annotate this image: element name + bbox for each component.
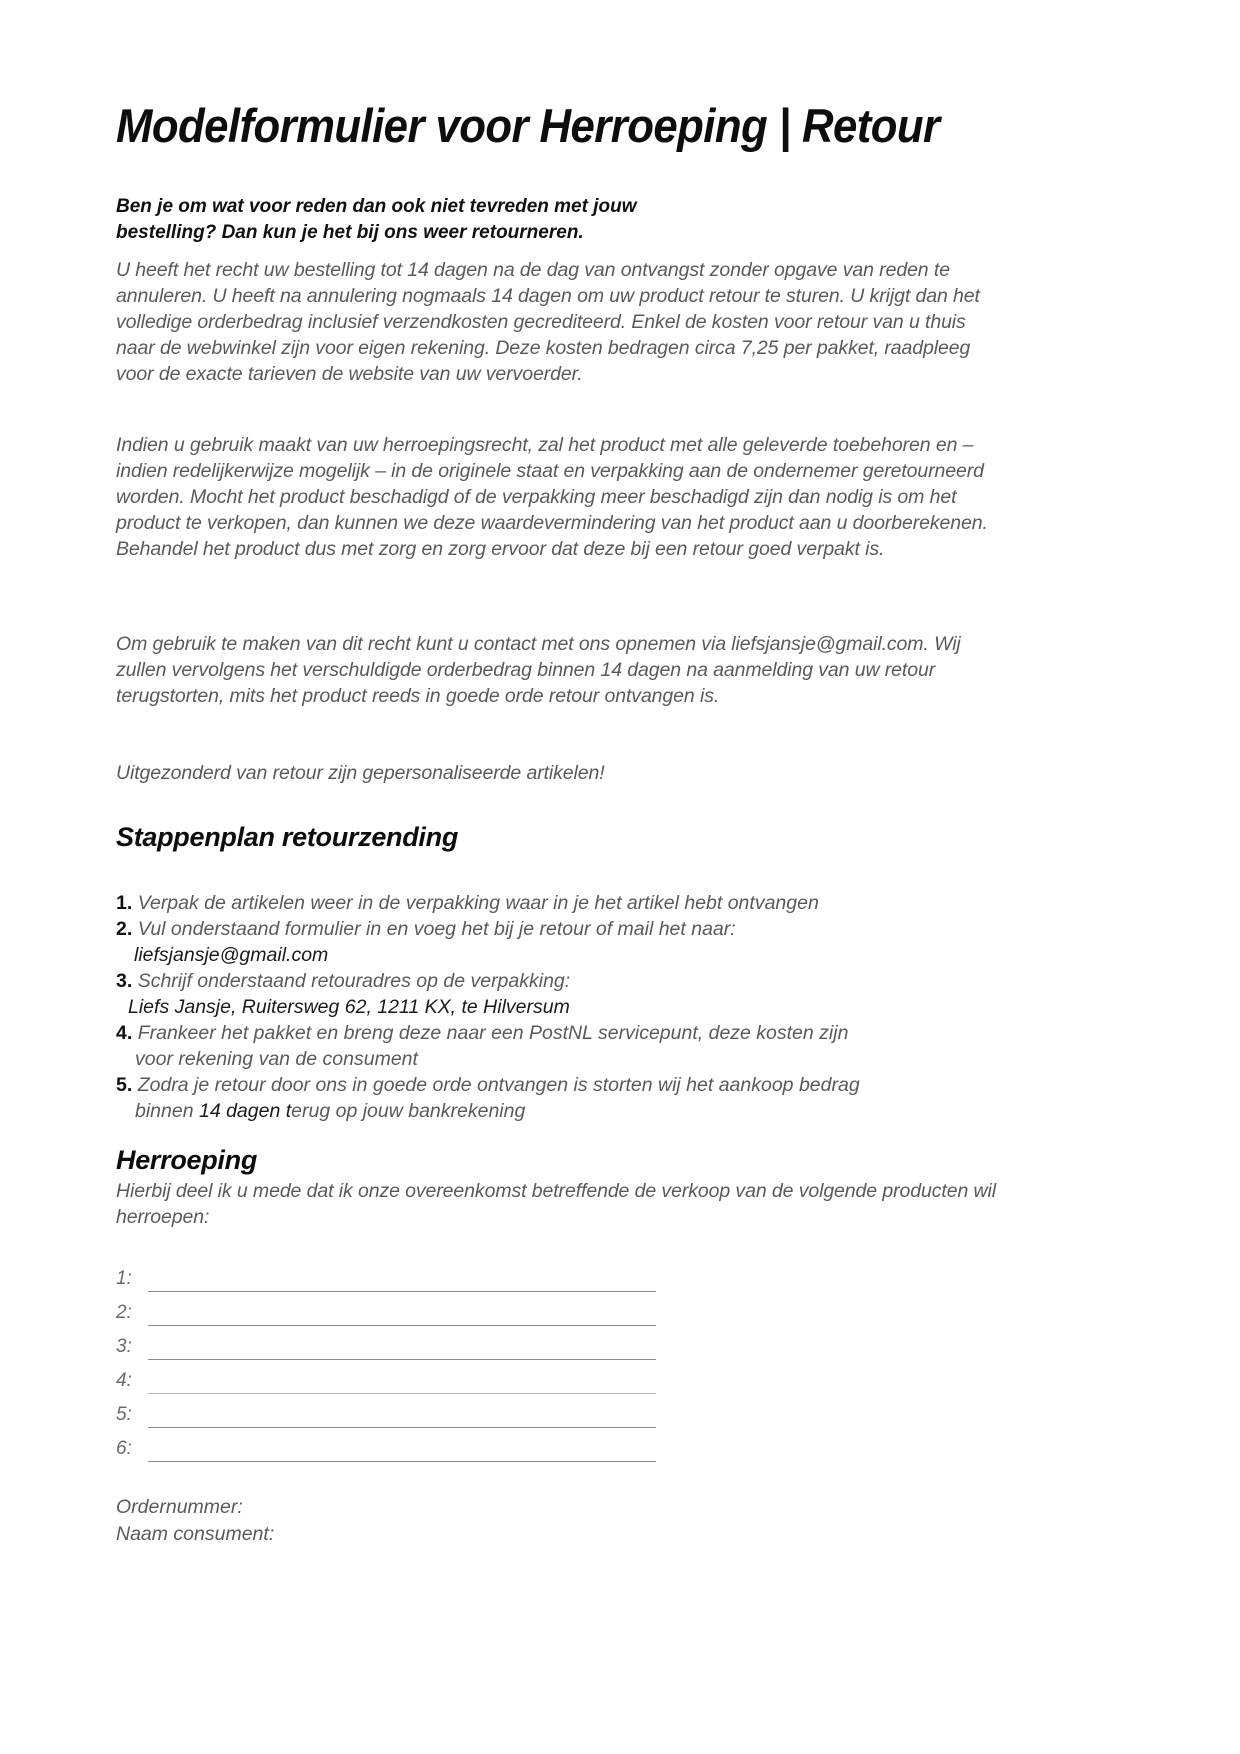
product-line-field[interactable] [148,1393,656,1394]
product-line [116,1262,656,1296]
intro-text: Ben je om wat voor reden dan ook niet tevreden met jouw bestelling? Dan kun je het bij ons weer retourneren. [116,196,637,243]
step-text: Frankeer het pakket en breng deze naar een PostNL servicepunt, deze kosten zijn [137,1022,849,1044]
product-line [116,1296,656,1330]
step-number: 5. [116,1074,133,1096]
step-text: Verpak de artikelen weer in de verpakking waar in je het artikel hebt ontvangen [137,892,819,914]
step-number: 4. [116,1022,133,1044]
step-text: Zodra je retour door ons in goede orde ontvangen is storten wij het aankoop bedrag [137,1074,860,1096]
steps-heading: Stappenplan retourzending [116,822,459,852]
email-link[interactable]: liefsjansje@gmail.com [134,944,329,966]
step-item [116,1072,1016,1124]
paragraph-contact: Om gebruik te maken van dit recht kunt u contact met ons opnemen via liefsjansje@gmail.com. Wij zullen vervolgens het verschuldigde orderbedrag binnen 14 dagen na aanmelding van uw retour terugstorten, mits het product reeds in goede orde retour ontvangen is. [116,633,961,707]
product-line [116,1398,656,1432]
product-line-label: 1: [116,1268,132,1289]
consumer-name-label: Naam consument: [116,1523,275,1545]
paragraph-exclusions: Uitgezonderd van retour zijn gepersonaliseerde artikelen! [116,762,605,784]
consumer-fields [116,1494,274,1548]
step-number: 1. [116,892,133,914]
step-number: 2. [116,918,133,940]
step-text-pre: binnen [135,1100,199,1122]
product-line [116,1330,656,1364]
step-item [116,968,1016,1020]
step-item [116,890,1016,916]
product-line-label: 5: [116,1404,132,1425]
step-text-continued [116,1098,1016,1124]
step-item [116,916,1016,968]
withdrawal-text: Hierbij deel ik u mede dat ik onze overeenkomst betreffende de verkoop van de volgende producten wil herroepen: [116,1180,996,1228]
product-line [116,1364,656,1398]
product-lines [116,1262,656,1466]
product-line-field[interactable] [148,1427,656,1428]
product-line-label: 3: [116,1336,132,1357]
step-text-continued: voor rekening van de consument [135,1048,418,1070]
steps-list [116,890,1016,1124]
withdrawal-heading: Herroeping [116,1145,258,1175]
product-line-field[interactable] [148,1461,656,1462]
product-line [116,1432,656,1466]
order-number-label: Ordernummer: [116,1496,243,1518]
paragraph-right-to-cancel: U heeft het recht uw bestelling tot 14 dagen na de dag van ontvangst zonder opgave van reden te annuleren. U heeft na annulering nogmaals 14 dagen om uw product retour te sturen. U krijgt dan het volledige orderbedrag inclusief verzendkosten gecrediteerd. Enkel de kosten voor retour van u thuis naar de webwinkel zijn voor eigen rekening. Deze kosten bedragen circa 7,25 per pakket, raadpleeg voor de exacte tarieven de website van uw vervoerder. [116,259,980,385]
step-text-post: erug op jouw bankrekening [291,1100,526,1122]
paragraph-condition: Indien u gebruik maakt van uw herroepingsrecht, zal het product met alle geleverde toebehoren en – indien redelijkerwijze mogelijk – in de originele staat en verpakking aan de ondernemer geretourneerd worden. Mocht het product beschadigd of de verpakking meer beschadigd zijn dan nodig is om het product te verkopen, dan kunnen we deze waardevermindering van het product aan u doorberekenen. Behandel het product dus met zorg en zorg ervoor dat deze bij een retour goed verpakt is. [116,434,988,560]
product-line-field[interactable] [148,1325,656,1326]
step-item [116,1020,1016,1072]
step-text-emphasis: 14 dagen t [198,1100,292,1122]
product-line-label: 4: [116,1370,132,1391]
product-line-label: 2: [116,1302,132,1323]
step-text: Vul onderstaand formulier in en voeg het bij je retour of mail het naar: [137,918,736,940]
step-text: Schrijf onderstaand retouradres op de verpakking: [137,970,571,992]
step-number: 3. [116,970,133,992]
product-line-label: 6: [116,1438,132,1459]
page-title: Modelformulier voor Herroeping | Retour [116,99,940,152]
product-line-field[interactable] [148,1291,656,1292]
return-address: Liefs Jansje, Ruitersweg 62, 1211 KX, te Hilversum [128,996,570,1018]
product-line-field[interactable] [148,1359,656,1360]
